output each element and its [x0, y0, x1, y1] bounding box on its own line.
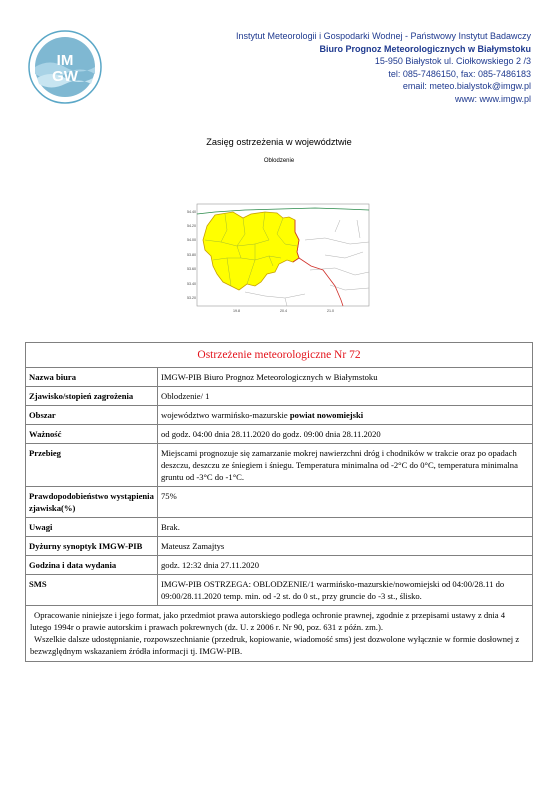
office-email[interactable]: email: meteo.bialystok@imgw.pl	[402, 81, 531, 92]
row-label: SMS	[26, 575, 158, 606]
row-label: Ważność	[26, 425, 158, 444]
area-region: województwo warmińsko-mazurskie	[161, 410, 288, 420]
row-value: Brak.	[158, 518, 533, 537]
row-label: Zjawisko/stopień zagrożenia	[26, 387, 158, 406]
svg-text:GW: GW	[52, 68, 78, 85]
x-tick-label: 21.0	[327, 309, 334, 313]
row-label: Godzina i data wydania	[26, 556, 158, 575]
institute-name: Instytut Meteorologii i Gospodarki Wodnej - Państwowy Instytut Badawczy	[236, 31, 531, 41]
row-value: IMGW-PIB Biuro Prognoz Meteorologicznych w Białymstoku	[158, 368, 533, 387]
table-row	[26, 406, 533, 425]
area-district: powiat nowomiejski	[289, 410, 364, 420]
imgw-logo	[28, 30, 102, 104]
y-tick-label: 54.40	[187, 210, 196, 214]
y-tick-label: 54.00	[187, 238, 196, 242]
redistribution-text: Wszelkie dalsze udostępnianie, rozpowszechnianie (przedruk, kopiowanie, wiadomość sms) jest dozwolone wyłącznie w formie dosłownej z bezwzględnym wskazaniem źródła informacji tj. IMGW-PIB.	[30, 634, 520, 656]
y-tick-label: 53.20	[187, 296, 196, 300]
office-name: Biuro Prognoz Meteorologicznych w Białymstoku	[319, 43, 531, 54]
warning-table	[25, 342, 533, 662]
row-label: Prawdopodobieństwo wystąpienia zjawiska(%)	[26, 487, 158, 518]
copyright-text: Opracowanie niniejsze i jego format, jako przedmiot prawa autorskiego podlega ochronie prawnej, zgodnie z przepisami ustawy z dnia 4 lutego 1994r o prawie autorskim i prawach pokrewnych (dz. U. z 2006 r. Nr 90, poz. 631 z późn. zm.).	[30, 610, 506, 632]
row-value: od godz. 04:00 dnia 28.11.2020 do godz. 09:00 dnia 28.11.2020	[158, 425, 533, 444]
institute-header	[236, 30, 531, 106]
row-label: Dyżurny synoptyk IMGW-PIB	[26, 537, 158, 556]
warning-area-map	[185, 200, 373, 322]
table-row	[26, 556, 533, 575]
x-tick-label: 20.4	[280, 309, 287, 313]
row-value: Mateusz Zamajtys	[158, 537, 533, 556]
office-address: 15-950 Białystok ul. Ciołkowskiego 2 /3	[374, 56, 531, 67]
row-label: Uwagi	[26, 518, 158, 537]
table-row	[26, 368, 533, 387]
row-value: Oblodzenie/ 1	[158, 387, 533, 406]
row-value	[158, 406, 533, 425]
y-tick-label: 54.20	[187, 224, 196, 228]
row-value: godz. 12:32 dnia 27.11.2020	[158, 556, 533, 575]
table-row	[26, 575, 533, 606]
office-website[interactable]: www: www.imgw.pl	[454, 93, 531, 104]
copyright-notice	[26, 606, 533, 662]
y-tick-label: 53.80	[187, 253, 196, 257]
svg-text:IM: IM	[56, 52, 74, 69]
warning-banner: Ostrzeżenie meteorologiczne Nr 72	[26, 343, 533, 368]
row-value: IMGW-PIB OSTRZEGA: OBLODZENIE/1 warmińsko-mazurskie/nowomiejski od 04:00/28.11 do 09:00/28.11.2020 temp. min. od -2 st. do 0 st., przy gruncie do -3 st., ślisko.	[158, 575, 533, 606]
table-row	[26, 425, 533, 444]
y-tick-label: 53.60	[187, 267, 196, 271]
office-phone: tel: 085-7486150, fax: 085-7486183	[388, 68, 531, 79]
table-row	[26, 518, 533, 537]
row-value: Miejscami prognozuje się zamarzanie mokrej nawierzchni dróg i chodników w trakcie oraz po opadach deszczu, deszczu ze śniegiem i śniegu. Temperatura minimalna od -2°C do 0°C, temperatura minimalna gruntu od -3°C do -1°C.	[158, 444, 533, 487]
x-tick-label: 19.8	[233, 309, 240, 313]
table-row	[26, 487, 533, 518]
row-label: Przebieg	[26, 444, 158, 487]
table-row	[26, 444, 533, 487]
row-label: Obszar	[26, 406, 158, 425]
row-value: 75%	[158, 487, 533, 518]
map-title: Zasięg ostrzeżenia w województwie	[206, 137, 352, 147]
table-row	[26, 537, 533, 556]
row-label: Nazwa biura	[26, 368, 158, 387]
y-tick-label: 53.40	[187, 282, 196, 286]
map-subtitle: Oblodzenie	[263, 158, 295, 164]
table-row	[26, 387, 533, 406]
